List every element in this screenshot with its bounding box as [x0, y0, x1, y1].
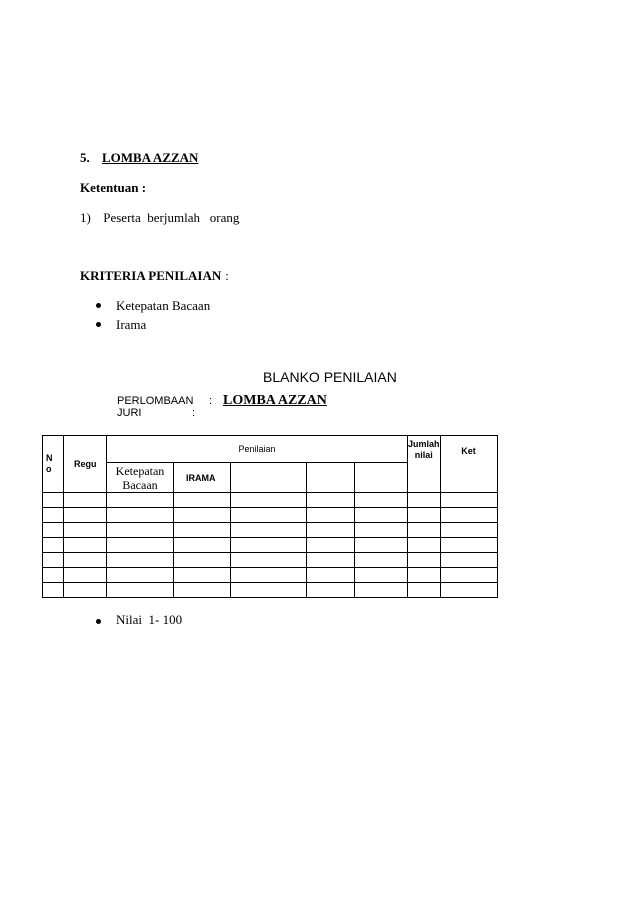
bullet-icon	[96, 303, 101, 308]
table-cell	[355, 553, 408, 568]
table-cell	[64, 508, 107, 523]
table-cell	[43, 493, 64, 508]
table-cell	[307, 553, 355, 568]
table-cell	[307, 508, 355, 523]
bullet-icon	[96, 619, 101, 624]
table-cell	[231, 493, 307, 508]
criteria-item	[96, 296, 210, 315]
table-cell	[408, 583, 441, 598]
table-row	[43, 538, 498, 553]
section-number: 5.	[80, 150, 90, 165]
criteria-item	[96, 315, 210, 334]
table-cell	[174, 553, 231, 568]
col-penilaian: Penilaian	[107, 436, 408, 463]
table-row	[43, 568, 498, 583]
table-cell	[64, 523, 107, 538]
criteria-text: Irama	[116, 317, 147, 332]
rule-text: Peserta berjumlah orang	[103, 210, 240, 225]
table-cell	[355, 583, 408, 598]
col-ketepatan-bacaan: Ketepatan Bacaan	[107, 463, 174, 493]
col-jumlah-nilai: Jumlah nilai	[408, 436, 441, 493]
section-title: LOMBA AZZAN	[102, 150, 199, 165]
col-no: N o	[43, 436, 64, 493]
table-cell	[355, 568, 408, 583]
table-cell	[107, 538, 174, 553]
table-cell	[64, 583, 107, 598]
table-row	[43, 583, 498, 598]
table-cell	[307, 568, 355, 583]
table-cell	[408, 538, 441, 553]
juri-colon: :	[192, 407, 196, 419]
table-cell	[355, 463, 408, 493]
table-cell	[231, 568, 307, 583]
table-row	[43, 553, 498, 568]
col-ket: Ket	[440, 436, 497, 493]
table-cell	[440, 508, 497, 523]
table-cell	[440, 523, 497, 538]
table-cell	[440, 493, 497, 508]
table-cell	[43, 508, 64, 523]
table-cell	[307, 583, 355, 598]
table-cell	[307, 463, 355, 493]
criteria-list	[96, 296, 210, 334]
table-cell	[64, 568, 107, 583]
table-cell	[231, 538, 307, 553]
table-cell	[107, 583, 174, 598]
table-cell	[440, 538, 497, 553]
table-cell	[43, 568, 64, 583]
table-cell	[107, 508, 174, 523]
kriteria-label: KRITERIA PENILAIAN	[80, 268, 222, 283]
kriteria-heading	[80, 268, 229, 284]
table-cell	[43, 523, 64, 538]
table-cell	[231, 463, 307, 493]
table-cell	[408, 523, 441, 538]
table-row	[43, 508, 498, 523]
table-cell	[307, 538, 355, 553]
table-cell	[408, 553, 441, 568]
table-cell	[174, 538, 231, 553]
table-cell	[408, 508, 441, 523]
table-cell	[43, 553, 64, 568]
juri-line	[117, 407, 195, 419]
table-cell	[174, 583, 231, 598]
section-heading	[80, 150, 198, 166]
perlombaan-label: PERLOMBAAN	[117, 395, 194, 407]
table-cell	[355, 523, 408, 538]
table-cell	[231, 523, 307, 538]
table-cell	[440, 553, 497, 568]
table-cell	[355, 538, 408, 553]
table-cell	[307, 493, 355, 508]
perlombaan-value: LOMBA AZZAN	[223, 393, 327, 408]
table-cell	[408, 568, 441, 583]
col-regu: Regu	[64, 436, 107, 493]
table-cell	[231, 553, 307, 568]
table-cell	[307, 523, 355, 538]
table-cell	[231, 583, 307, 598]
table-cell	[174, 508, 231, 523]
bullet-icon	[96, 322, 101, 327]
score-range-note	[96, 612, 182, 628]
table-cell	[440, 568, 497, 583]
table-cell	[107, 493, 174, 508]
table-cell	[408, 493, 441, 508]
table-cell	[64, 553, 107, 568]
table-cell	[43, 538, 64, 553]
table-cell	[174, 568, 231, 583]
table-cell	[107, 553, 174, 568]
table-cell	[107, 523, 174, 538]
table-cell	[231, 508, 307, 523]
rule-item	[80, 210, 239, 226]
table-cell	[64, 538, 107, 553]
table-header-row	[43, 436, 498, 463]
table-cell	[107, 568, 174, 583]
criteria-text: Ketepatan Bacaan	[116, 298, 211, 313]
table-cell	[43, 583, 64, 598]
juri-label: JURI	[117, 407, 142, 419]
score-range-text: Nilai 1- 100	[116, 612, 183, 627]
table-cell	[440, 583, 497, 598]
table-cell	[355, 508, 408, 523]
col-irama: IRAMA	[174, 463, 231, 493]
table-row	[43, 493, 498, 508]
rule-number: 1)	[80, 210, 91, 225]
blanko-title: BLANKO PENILAIAN	[263, 369, 397, 385]
table-cell	[355, 493, 408, 508]
score-table	[42, 435, 498, 598]
perlombaan-colon: :	[209, 395, 213, 407]
table-row	[43, 523, 498, 538]
ketentuan-heading: Ketentuan :	[80, 180, 147, 195]
table-cell	[174, 523, 231, 538]
table-cell	[64, 493, 107, 508]
kriteria-colon: :	[225, 268, 229, 283]
table-cell	[174, 493, 231, 508]
